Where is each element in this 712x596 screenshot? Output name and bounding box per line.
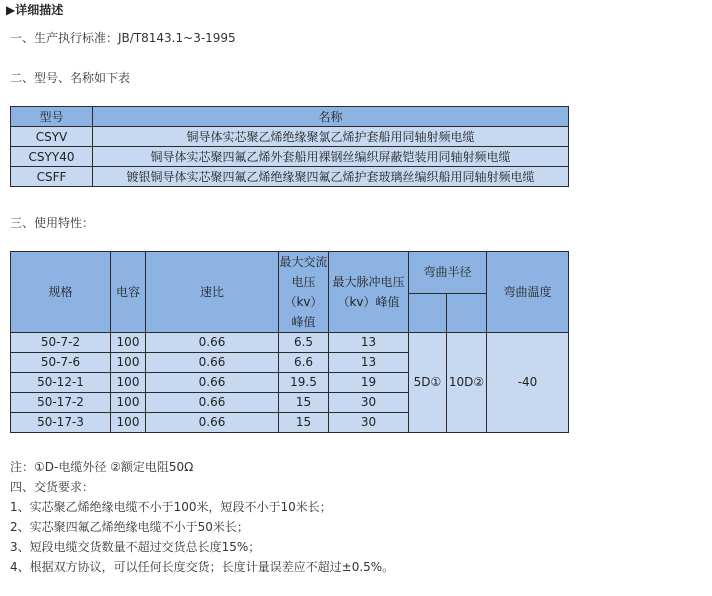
header-capacitance: 电容 (111, 252, 146, 333)
header-ac-voltage (279, 252, 329, 333)
pulse-voltage-cell: 19 (329, 373, 409, 393)
usage-title: 三、使用特性： (10, 216, 95, 230)
specs-table (10, 251, 569, 433)
models-title: 二、型号、名称如下表 (10, 71, 131, 85)
velocity-cell: 0.66 (146, 413, 279, 433)
ac-voltage-cell: 6.5 (279, 333, 329, 353)
header-velocity: 速比 (146, 252, 279, 333)
spec-cell: 50-17-2 (11, 393, 111, 413)
header-ac-line: 电压 (291, 275, 316, 289)
table-row (11, 127, 569, 147)
spec-cell: 50-17-3 (11, 413, 111, 433)
ac-voltage-cell: 19.5 (279, 373, 329, 393)
ac-voltage-cell: 15 (279, 413, 329, 433)
delivery-item: 1、实芯聚乙烯绝缘电缆不小于100米，短段不小于10米长； (10, 500, 332, 514)
delivery-item: 2、实芯聚四氟乙烯绝缘电缆不小于50米长； (10, 520, 249, 534)
header-pulse-voltage (329, 252, 409, 333)
header-pulse-line: 最大脉冲电压 (332, 275, 405, 289)
pulse-voltage-cell: 13 (329, 353, 409, 373)
pulse-voltage-cell: 13 (329, 333, 409, 353)
header-bend-temp: 弯曲温度 (487, 252, 569, 333)
header-bend-radius: 弯曲半径 (409, 252, 487, 294)
header-name: 名称 (93, 107, 569, 127)
velocity-cell: 0.66 (146, 353, 279, 373)
capacitance-cell: 100 (111, 353, 146, 373)
table-header-row (11, 107, 569, 127)
velocity-cell: 0.66 (146, 333, 279, 353)
model-cell: CSFF (11, 167, 93, 187)
name-cell: 铜导体实芯聚四氟乙烯外套船用裸钢丝编织屏蔽铠装用同轴射频电缆 (93, 147, 569, 167)
ac-voltage-cell: 15 (279, 393, 329, 413)
ac-voltage-cell: 6.6 (279, 353, 329, 373)
section-heading: ▶详细描述 (6, 3, 64, 17)
bend-radius-5d: 5D① (409, 333, 447, 433)
table-row (11, 333, 569, 353)
capacitance-cell: 100 (111, 373, 146, 393)
bend-radius-10d: 10D② (447, 333, 487, 433)
pulse-voltage-cell: 30 (329, 413, 409, 433)
header-spec: 规格 (11, 252, 111, 333)
delivery-item: 3、短段电缆交货数量不超过交货总长度15%； (10, 540, 261, 554)
capacitance-cell: 100 (111, 413, 146, 433)
standard-line: 一、生产执行标准：JB/T8143.1~3-1995 (10, 31, 236, 45)
name-cell: 铜导体实芯聚乙烯绝缘聚氯乙烯护套船用同轴射频电缆 (93, 127, 569, 147)
spec-cell: 50-7-6 (11, 353, 111, 373)
models-table (10, 106, 569, 187)
header-ac-line: （kv） (284, 295, 323, 309)
delivery-item: 4、根据双方协议，可以任何长度交货；长度计量误差应不超过±0.5%。 (10, 560, 395, 574)
bend-temp-value: -40 (487, 333, 569, 433)
header-ac-line: 最大交流 (279, 255, 328, 269)
velocity-cell: 0.66 (146, 373, 279, 393)
capacitance-cell: 100 (111, 333, 146, 353)
header-bend-radius-sub (409, 293, 447, 333)
name-cell: 镀银铜导体实芯聚四氟乙烯绝缘聚四氟乙烯护套玻璃丝编织船用同轴射频电缆 (93, 167, 569, 187)
velocity-cell: 0.66 (146, 393, 279, 413)
model-cell: CSYV (11, 127, 93, 147)
delivery-title: 四、交货要求： (10, 480, 95, 494)
spec-cell: 50-12-1 (11, 373, 111, 393)
model-cell: CSYY40 (11, 147, 93, 167)
table-row (11, 167, 569, 187)
header-model: 型号 (11, 107, 93, 127)
table-header-row (11, 252, 569, 294)
pulse-voltage-cell: 30 (329, 393, 409, 413)
header-pulse-line: （kv）峰值 (337, 295, 400, 309)
header-ac-line: 峰值 (291, 315, 316, 329)
capacitance-cell: 100 (111, 393, 146, 413)
header-bend-radius-sub (447, 293, 487, 333)
note-line: 注：①D-电缆外径 ②额定电阻50Ω (10, 460, 194, 474)
spec-cell: 50-7-2 (11, 333, 111, 353)
table-row (11, 147, 569, 167)
